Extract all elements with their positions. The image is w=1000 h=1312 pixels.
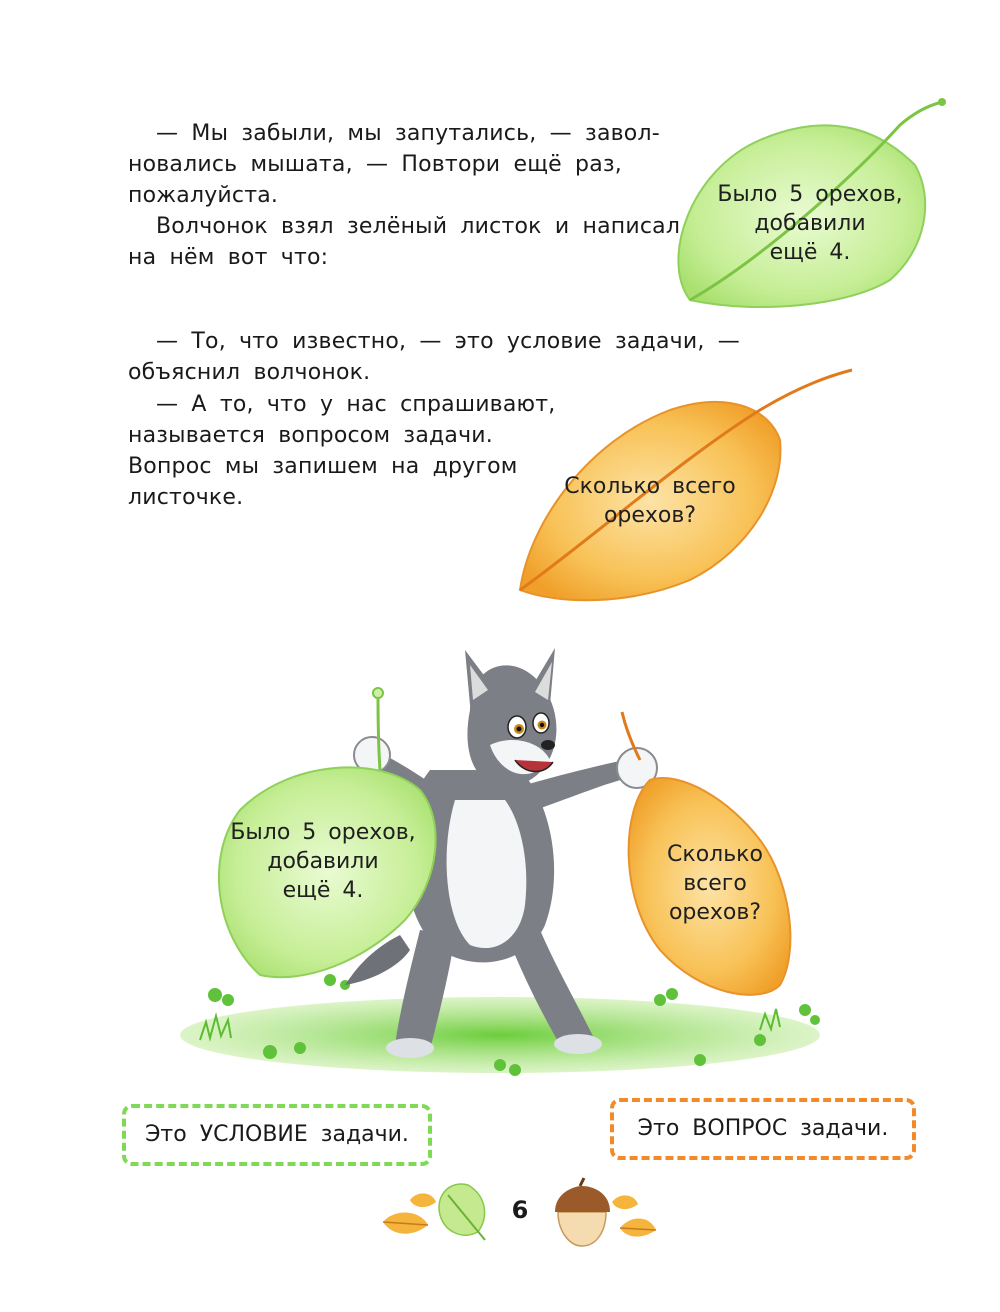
green-leaf-top-text (700, 180, 920, 267)
page-number: 6 (511, 1196, 529, 1224)
small-green-leaf-icon (439, 1184, 485, 1240)
condition-label (122, 1104, 432, 1166)
leaf-line: Было 5 орехов, (230, 820, 416, 845)
leaf-line: добавили (754, 211, 866, 236)
leaf-line: Сколько всего (564, 474, 736, 499)
small-orange-leaf-right-icon (612, 1195, 656, 1236)
question-line: Вопрос мы запишем на другом (128, 454, 518, 479)
question-line: — А то, что у нас спрашивают, (156, 392, 556, 417)
intro-line: Волчонок взял зелёный листок и написал (156, 214, 681, 239)
explain-line: объяснил волчонок. (128, 360, 371, 385)
leaf-line: Сколько (667, 842, 763, 867)
leaf-line: добавили (267, 849, 379, 874)
leaf-line: орехов? (603, 503, 697, 528)
question-paragraph (128, 389, 556, 513)
intro-line: новались мышата, — Повтори ещё раз, (128, 152, 622, 177)
acorn-icon (555, 1178, 610, 1246)
explain-paragraph (128, 326, 768, 388)
leaf-line: ещё 4. (769, 240, 851, 265)
leaf-line: всего (683, 871, 747, 896)
intro-line: на нём вот что: (128, 245, 329, 270)
explain-line: — То, что известно, — это условие задачи, — (156, 329, 740, 354)
green-leaf-wolf-text (218, 818, 428, 905)
question-line: называется вопросом задачи. (128, 423, 493, 448)
condition-label-text: Это УСЛОВИЕ задачи. (145, 1122, 409, 1147)
orange-leaf-wolf-text (640, 840, 790, 927)
intro-line: пожалуйста. (128, 183, 279, 208)
intro-line: — Мы забыли, мы запутались, — завол- (156, 121, 660, 146)
intro-paragraph (128, 118, 681, 273)
leaf-line: орехов? (668, 900, 762, 925)
small-orange-leaf-icon (383, 1193, 436, 1233)
orange-leaf-top-text (555, 472, 745, 530)
leaf-line: Было 5 орехов, (717, 182, 903, 207)
leaf-line: ещё 4. (282, 878, 364, 903)
question-label (610, 1098, 916, 1160)
question-line: листочке. (128, 485, 244, 510)
question-label-text: Это ВОПРОС задачи. (637, 1116, 889, 1141)
